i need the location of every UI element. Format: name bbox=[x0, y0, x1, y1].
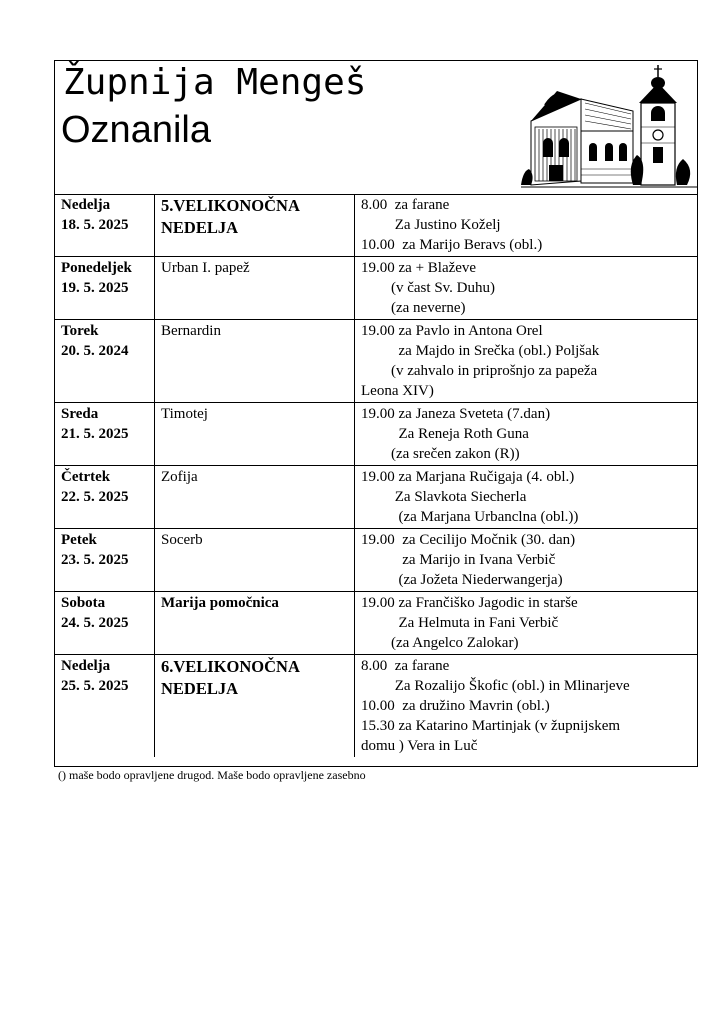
day-name: Nedelja bbox=[61, 658, 111, 674]
feast-cell bbox=[155, 320, 355, 403]
masses-cell bbox=[355, 466, 698, 529]
day-name: Sreda bbox=[61, 406, 99, 422]
day-name: Sobota bbox=[61, 595, 106, 611]
mass-line: (za neverne) bbox=[361, 300, 466, 316]
day-name: Torek bbox=[61, 323, 99, 339]
table-row bbox=[55, 592, 697, 655]
masses-cell bbox=[355, 320, 698, 403]
mass-line: (v zahvalo in priprošnjo za papeža bbox=[361, 363, 598, 379]
day-cell bbox=[55, 194, 155, 257]
feast-cell bbox=[155, 257, 355, 320]
table-row bbox=[55, 257, 697, 320]
header bbox=[55, 61, 697, 195]
day-cell bbox=[55, 403, 155, 466]
day-date: 19. 5. 2025 bbox=[61, 280, 129, 296]
table-row bbox=[55, 194, 697, 257]
announcements-title: Oznanila bbox=[61, 109, 211, 151]
mass-line: Za Slavkota Siecherla bbox=[361, 489, 527, 505]
mass-line: Za Reneja Roth Guna bbox=[361, 426, 529, 442]
day-name: Nedelja bbox=[61, 197, 111, 213]
feast-label: Socerb bbox=[161, 532, 203, 548]
feast-cell bbox=[155, 466, 355, 529]
feast-label: Zofija bbox=[161, 469, 198, 485]
day-cell bbox=[55, 320, 155, 403]
table-row bbox=[55, 529, 697, 592]
feast-label: Bernardin bbox=[161, 323, 221, 339]
mass-line: 19.00 za + Blaževe bbox=[361, 260, 477, 276]
mass-line: Leona XIV) bbox=[361, 383, 434, 399]
feast-cell bbox=[155, 592, 355, 655]
mass-line: 19.00 za Cecilijo Močnik (30. dan) bbox=[361, 532, 576, 548]
day-name: Četrtek bbox=[61, 469, 111, 485]
day-date: 18. 5. 2025 bbox=[61, 217, 129, 233]
mass-line: (za srečen zakon (R)) bbox=[361, 446, 520, 462]
day-name: Petek bbox=[61, 532, 97, 548]
day-date: 21. 5. 2025 bbox=[61, 426, 129, 442]
mass-line: Za Helmuta in Fani Verbič bbox=[361, 615, 559, 631]
day-date: 25. 5. 2025 bbox=[61, 678, 129, 694]
mass-line: Za Justino Koželj bbox=[361, 217, 501, 233]
masses-cell bbox=[355, 194, 698, 257]
mass-line: 8.00 za farane bbox=[361, 197, 450, 213]
footnote: () maše bodo opravljene drugod. Maše bodo opravljene zasebno bbox=[58, 768, 366, 782]
schedule-table bbox=[55, 194, 697, 757]
feast-label: Timotej bbox=[161, 406, 208, 422]
table-row bbox=[55, 320, 697, 403]
day-date: 22. 5. 2025 bbox=[61, 489, 129, 505]
mass-line: 19.00 za Pavlo in Antona Orel bbox=[361, 323, 543, 339]
feast-cell bbox=[155, 655, 355, 758]
masses-cell bbox=[355, 257, 698, 320]
masses-cell bbox=[355, 529, 698, 592]
day-date: 20. 5. 2024 bbox=[61, 343, 129, 359]
day-cell bbox=[55, 592, 155, 655]
day-cell bbox=[55, 529, 155, 592]
mass-line: (za Angelco Zalokar) bbox=[361, 635, 519, 651]
table-row bbox=[55, 403, 697, 466]
mass-line: 8.00 za farane bbox=[361, 658, 450, 674]
mass-line: za Majdo in Srečka (obl.) Poljšak bbox=[361, 343, 600, 359]
mass-line: 19.00 za Frančiško Jagodic in starše bbox=[361, 595, 578, 611]
masses-cell bbox=[355, 592, 698, 655]
mass-line: (v čast Sv. Duhu) bbox=[361, 280, 496, 296]
mass-line: (za Marjana Urbanclna (obl.)) bbox=[361, 509, 579, 525]
table-row bbox=[55, 655, 697, 758]
feast-label: 6.VELIKONOČNA NEDELJA bbox=[161, 657, 299, 698]
church-illustration bbox=[521, 61, 697, 191]
masses-cell bbox=[355, 655, 698, 758]
mass-line: domu ) Vera in Luč bbox=[361, 738, 478, 754]
feast-cell bbox=[155, 403, 355, 466]
day-cell bbox=[55, 257, 155, 320]
masses-cell bbox=[355, 403, 698, 466]
day-cell bbox=[55, 655, 155, 758]
feast-cell bbox=[155, 194, 355, 257]
feast-label: Marija pomočnica bbox=[161, 595, 279, 611]
feast-cell bbox=[155, 529, 355, 592]
table-row bbox=[55, 466, 697, 529]
mass-line: 19.00 za Janeza Sveteta (7.dan) bbox=[361, 406, 551, 422]
mass-line: 15.30 za Katarino Martinjak (v župnijskem bbox=[361, 718, 621, 734]
mass-line: za Marijo in Ivana Verbič bbox=[361, 552, 556, 568]
day-date: 23. 5. 2025 bbox=[61, 552, 129, 568]
day-name: Ponedeljek bbox=[61, 260, 132, 276]
mass-line: 19.00 za Marjana Ručigaja (4. obl.) bbox=[361, 469, 575, 485]
mass-line: (za Jožeta Niederwangerja) bbox=[361, 572, 563, 588]
feast-label: Urban I. papež bbox=[161, 260, 250, 276]
day-cell bbox=[55, 466, 155, 529]
mass-line: Za Rozalijo Škofic (obl.) in Mlinarjeve bbox=[361, 678, 630, 694]
day-date: 24. 5. 2025 bbox=[61, 615, 129, 631]
mass-line: 10.00 za družino Mavrin (obl.) bbox=[361, 698, 550, 714]
feast-label: 5.VELIKONOČNA NEDELJA bbox=[161, 196, 299, 237]
parish-title: Župnija Mengeš bbox=[63, 62, 367, 103]
announcement-frame bbox=[54, 60, 698, 767]
mass-line: 10.00 za Marijo Beravs (obl.) bbox=[361, 237, 543, 253]
